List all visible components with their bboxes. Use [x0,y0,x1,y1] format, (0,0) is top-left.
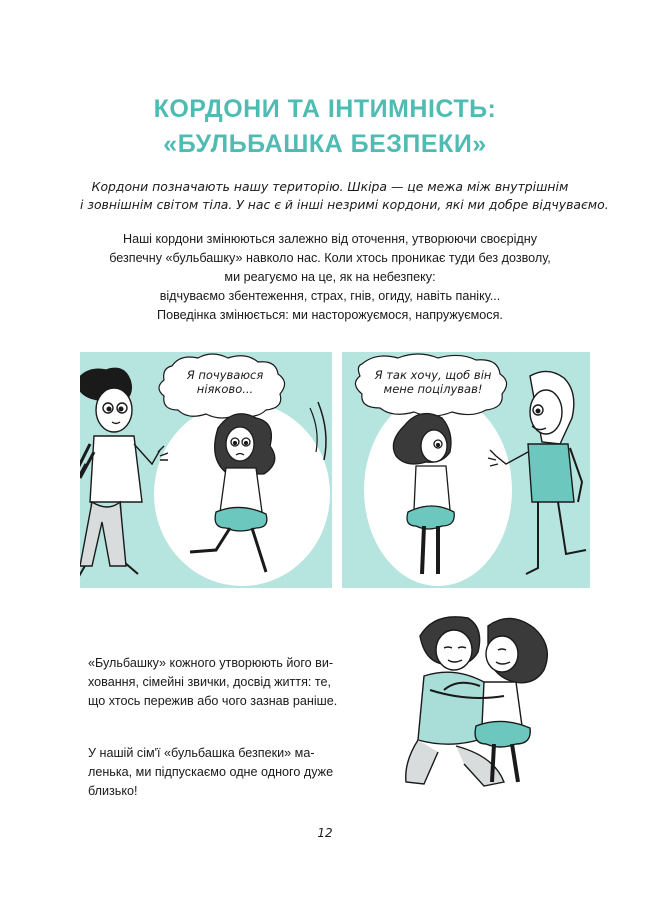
speech-bubble-left [175,368,275,396]
note-upbringing-line-3: що хтось пережив або чого зазнав раніше. [88,694,338,708]
note-family [88,744,358,801]
note-upbringing-line-1: «Бульбашку» кожного утворюють його ви- [88,656,334,670]
lead-line-1: Кордони позначають нашу територію. Шкіра — це межа між внутрішнім [91,179,569,194]
page-title [0,92,650,162]
comic-panel-right [342,352,590,588]
lead-line-2: і зовнішнім світом тіла. У нас є й інші незримі кордони, які ми добре відчуваємо. [80,197,609,212]
note-family-line-2: ленька, ми підпускаємо одне одного дуже [88,765,334,779]
title-line-1: КОРДОНИ ТА ІНТИМНІСТЬ: [153,95,497,123]
body-line-5: Поведінка змінюється: ми насторожуємося, напружуємося. [157,308,503,322]
title-line-2: «БУЛЬБАШКА БЕЗПЕКИ» [163,130,487,158]
speech-bubble-right-line-1: Я так хочу, щоб він [374,368,492,382]
page-number: 12 [317,826,333,840]
lead-paragraph [80,178,609,214]
speech-bubble-left-line-1: Я почуваюся [186,368,264,382]
body-paragraph [100,230,560,325]
body-line-3: ми реагуємо на це, як на небезпеку: [224,270,436,284]
note-family-line-3: близько! [88,784,138,798]
body-line-2: безпечну «бульбашку» навколо нас. Коли хтось проникає туди без дозволу, [109,251,551,265]
hug-illustration [384,606,574,796]
hug-illustration-svg [384,606,574,796]
speech-bubble-right [370,368,496,396]
body-line-4: відчуваємо збентеження, страх, гнів, огиду, навіть паніку... [159,289,501,303]
note-upbringing [88,654,358,711]
body-line-1: Наші кордони змінюються залежно від оточення, утворюючи своєрідну [122,232,538,246]
note-family-line-1: У нашій сім'ї «бульбашка безпеки» ма- [88,746,315,760]
speech-bubble-right-line-2: мене поцілував! [383,382,483,396]
note-upbringing-line-2: ховання, сімейні звички, досвід життя: те, [88,675,332,689]
comic-panel-left [80,352,332,588]
speech-bubble-left-line-2: ніяково... [196,382,254,396]
